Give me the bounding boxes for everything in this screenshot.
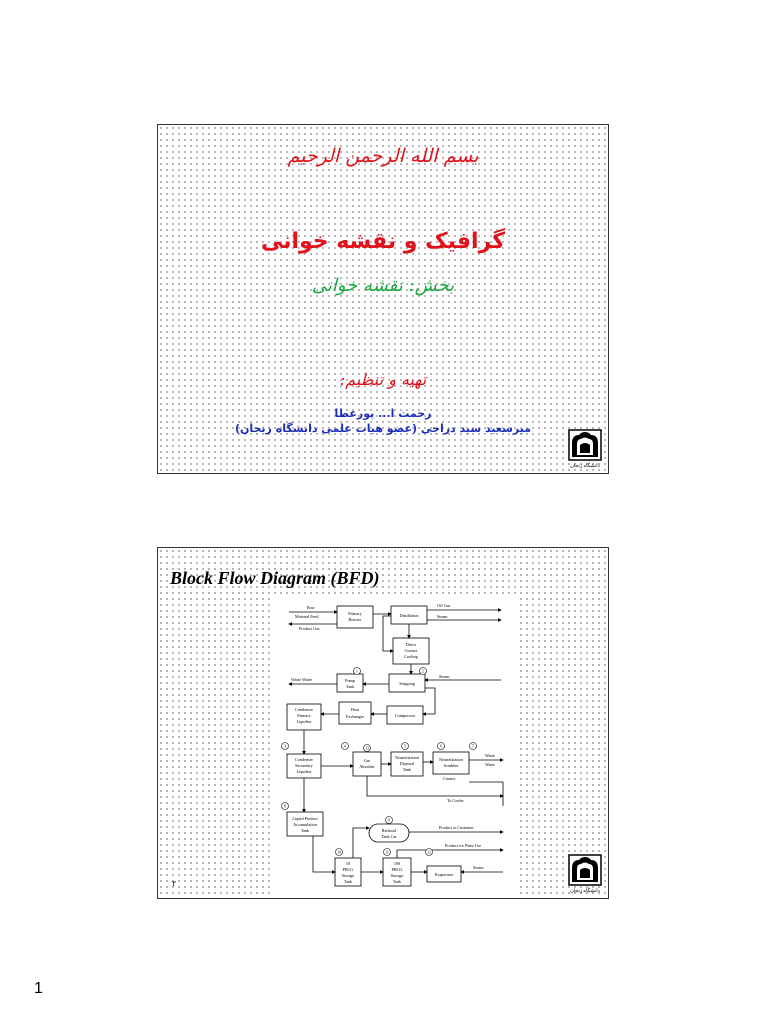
label-dcc-2: Contact — [404, 648, 418, 653]
label-distillation: Distillation — [399, 613, 419, 618]
num-1: 1 — [356, 669, 358, 674]
stream-waste-r-2: Water — [485, 762, 495, 767]
label-primary-reactor-2: Reactor — [348, 617, 362, 622]
label-neut-scrubber-1: Neutralization — [439, 757, 463, 762]
stream-to-customer: Product to Customer — [439, 825, 474, 830]
prepared-by-label: تهیه و تنظیم: — [339, 370, 427, 389]
num-10: 10 — [337, 850, 341, 855]
stream-steam-top: Steam — [437, 614, 448, 619]
label-cond-primary-1: Condenser — [295, 707, 313, 712]
stream-plant-use: Product for Plant Use — [445, 843, 482, 848]
num-7: 7 — [472, 744, 474, 749]
label-dcc-1: Direct — [405, 642, 417, 647]
num-4: 4 — [344, 744, 346, 749]
num-9: 9 — [388, 818, 390, 823]
label-storage10-2: PBCG — [342, 867, 354, 872]
num-12: 12 — [427, 850, 431, 855]
stream-waste-water: Waste Water — [291, 677, 312, 682]
bismillah-heading: بسم الله الرحمن الرحیم — [287, 145, 479, 167]
stream-steam-mid: Steam — [439, 674, 450, 679]
label-cond-secondary-1: Condenser — [295, 757, 313, 762]
author-1: رحمت ا... پورعطا — [334, 407, 432, 420]
label-dcc-3: Cooling — [404, 654, 418, 659]
label-neut-scrubber-2: Scrubber — [443, 763, 459, 768]
stream-raw-1: Raw — [307, 605, 315, 610]
slide-number: ۲ — [172, 879, 177, 888]
block-heat-exchanger — [339, 702, 371, 724]
label-gas-absorber-1: Gas — [363, 758, 371, 763]
label-hx-2: Exchanger — [346, 714, 364, 719]
num-5: 5 — [404, 744, 406, 749]
num-13: 13 — [365, 746, 369, 751]
block-flow-diagram — [273, 596, 518, 896]
label-stripping: Stripping — [399, 681, 415, 686]
label-storage10-3: Storage — [341, 873, 355, 878]
stream-raw-2: Material Feed — [295, 614, 319, 619]
label-primary-reactor-1: Primary — [348, 611, 362, 616]
page-number: 1 — [34, 980, 43, 997]
logo-caption: دانشگاه زنجان — [570, 464, 600, 469]
bfd-svg — [273, 596, 518, 896]
slide-title: Block Flow Diagram (BFD) — [170, 568, 380, 588]
course-title: گرافیک و نقشه خوانی — [260, 229, 506, 254]
label-cond-secondary-3: Liquifier — [296, 769, 312, 774]
label-neut-tank-1: Neutralization — [395, 755, 419, 760]
num-6: 6 — [440, 744, 442, 749]
label-neut-tank-2: Disposal — [399, 761, 415, 766]
block-railroad-tank-car — [369, 824, 409, 842]
university-logo-icon — [568, 429, 602, 469]
label-evaporator: Evaporator — [434, 872, 454, 877]
bfd-slide — [157, 547, 609, 899]
label-railroad-2: Tank Car — [381, 834, 397, 839]
label-storage100-3: Storage — [390, 873, 404, 878]
label-cond-primary-3: Liquifier — [296, 719, 312, 724]
label-railroad-1: Railroad — [381, 828, 397, 833]
label-neut-tank-3: Tank — [402, 767, 412, 772]
label-storage100-2: PBCG — [391, 867, 403, 872]
label-pump-tank-1: Pump — [345, 678, 355, 683]
label-liquid-product-3: Tank — [300, 828, 310, 833]
label-storage100-1: 100 — [393, 861, 401, 866]
num-11: 11 — [385, 850, 389, 855]
label-storage10-1: 10 — [345, 861, 351, 866]
block-pump-tank — [337, 674, 363, 692]
stream-to-cooler: To Cooler — [447, 798, 464, 803]
label-liquid-product-2: Accumulation — [293, 822, 317, 827]
label-pump-tank-2: Tank — [345, 684, 355, 689]
title-slide — [157, 124, 609, 474]
stream-steam-bottom: Steam — [473, 865, 484, 870]
num-8: 8 — [284, 804, 286, 809]
author-2: میرسعید سید دراجی (عضو هیات علمی دانشگاه زنجان) — [234, 422, 532, 435]
label-cond-secondary-2: Secondary — [295, 763, 313, 768]
stream-caustic: Caustic — [443, 776, 456, 781]
num-2: 2 — [422, 669, 424, 674]
label-cond-primary-2: Primary — [297, 713, 311, 718]
stream-off-gas: Off Gas — [437, 603, 451, 608]
label-storage100-4: Tank — [392, 879, 402, 884]
label-compressor: Compressor — [394, 713, 416, 718]
stream-product-gas: Product Gas — [299, 626, 320, 631]
stream-waste-r-1: Waste — [485, 753, 496, 758]
label-hx-1: Heat — [351, 707, 359, 712]
label-gas-absorber-2: Absorber — [359, 764, 375, 769]
label-liquid-product-1: Liquid Product — [292, 816, 318, 821]
num-3: 3 — [284, 744, 286, 749]
university-logo-icon — [568, 854, 602, 894]
logo-caption: دانشگاه زنجان — [570, 889, 600, 894]
section-title: بخش: نقشه خوانی — [311, 275, 455, 296]
label-storage10-4: Tank — [343, 879, 353, 884]
